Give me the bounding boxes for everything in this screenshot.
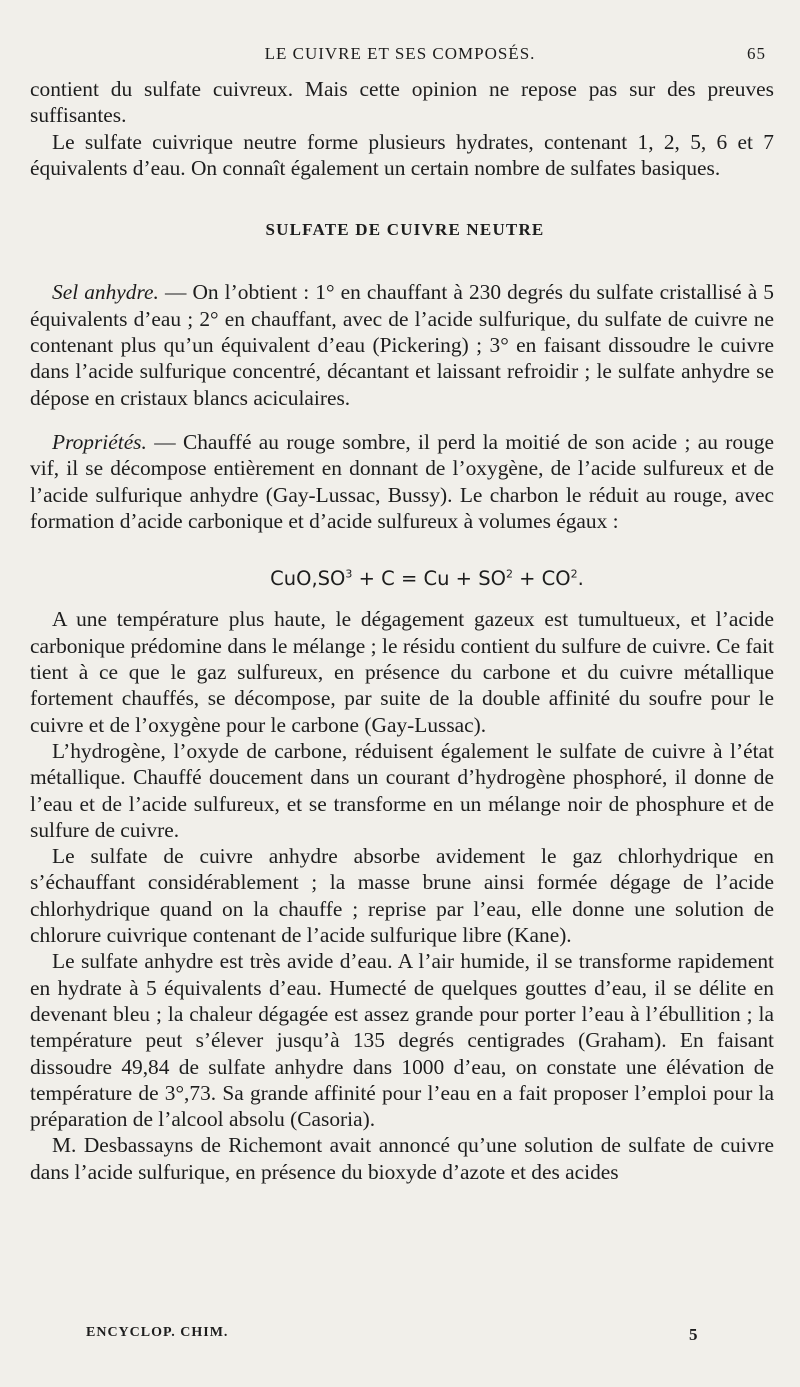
paragraph-hydrogene: L’hydrogène, l’oxyde de carbone, réduisent également le sulfate de cuivre à l’état métallique. Chauffé doucement dans un courant d’hydrogène phosphoré, il donne de l’eau et de l’acide sulfureux, et se transforme en un mélange noir de phosphure et de sulfure de cuivre.: [30, 738, 774, 842]
paragraph-lead: Propriétés.: [52, 429, 147, 454]
formula-part: CuO,SO: [270, 567, 346, 591]
formula-subscript: 3: [345, 567, 353, 581]
paragraph-continuation: contient du sulfate cuivreux. Mais cette opinion ne repose pas sur des preuves suffisantes.: [30, 77, 774, 128]
paragraph-hydrates: Le sulfate cuivrique neutre forme plusieurs hydrates, contenant 1, 2, 5, 6 et 7 équivalents d’eau. On connaît également un certain nombre de sulfates basiques.: [30, 129, 774, 180]
formula-subscript: 2: [570, 567, 578, 581]
paragraph-text: — Chauffé au rouge sombre, il perd la moitié de son acide ; au rouge vif, il se décompose entièrement en donnant de l’oxygène, de l’acide sulfureux et de l’acide sulfurique anhydre (Gay-Lussac, Bussy). Le charbon le réduit au rouge, avec formation d’acide carbonique et d’acide sulfureux à volumes égaux :: [30, 429, 774, 533]
paragraph-sel-anhydre: [30, 279, 774, 410]
formula-part: .: [577, 567, 584, 591]
sheet-mark: 5: [689, 1325, 699, 1344]
page-number: 65: [747, 44, 766, 63]
paragraph-text: — On l’obtient : 1° en chauffant à 230 degrés du sulfate cristallisé à 5 équivalents d’eau ; 2° en chauffant, avec de l’acide sulfurique, du sulfate de cuivre ne contenant plus qu’un équivalent d’eau (Pickering) ; 3° en faisant dissoudre le cuivre dans l’acide sulfurique concentré, décantant et laissant refroidir ; le sulfate anhydre se dépose en cristaux blancs aciculaires.: [30, 280, 774, 410]
paragraph-desbassayns: M. Desbassayns de Richemont avait annoncé qu’une solution de sulfate de cuivre dans l’acide sulfurique, en présence du bioxyde d’azote et des acides: [30, 1133, 774, 1184]
formula-part: + C = Cu + SO: [352, 567, 506, 591]
chemical-equation: [30, 566, 774, 592]
running-head: [0, 44, 800, 68]
paragraph-lead: Sel anhydre.: [52, 280, 159, 305]
body-text: [30, 76, 774, 1185]
paragraph-chlorhydrique: Le sulfate de cuivre anhydre absorbe avidement le gaz chlorhydrique en s’échauffant considérablement ; la masse brune ainsi formée dégage de l’acide chlorhydrique quand on la chauffe ; reprise par l’eau, elle donne une solution de chlorure cuivrique contenant de l’acide sulfurique libre (Kane).: [30, 844, 774, 948]
running-title: LE CUIVRE ET SES COMPOSÉS.: [264, 44, 536, 63]
section-title: SULFATE DE CUIVRE NEUTRE: [265, 220, 545, 240]
paragraph-temperature: A une température plus haute, le dégagement gazeux est tumultueux, et l’acide carbonique prédomine dans le mélange ; le résidu contient du sulfure de cuivre. Ce fait tient à ce que le gaz sulfureux, en présence du carbone et du cuivre métallique fortement chauffés, se décompose, par suite de la double affinité du soufre pour le cuivre et de l’oxygène pour le carbone (Gay-Lussac).: [30, 607, 774, 737]
formula-part: + CO: [512, 567, 571, 591]
paragraph-avide-eau: Le sulfate anhydre est très avide d’eau. A l’air humide, il se transforme rapidement en hydrate à 5 équivalents d’eau. Humecté de quelques gouttes d’eau, il se délite en devenant bleu ; la chaleur dégagée est assez grande pour porter l’eau à l’ébullition ; la température peut s’élever jusqu’à 135 degrés centigrades (Graham). En faisant dissoudre 49,84 de sulfate anhydre dans 1000 d’eau, on constate une élévation de température de 3°,73. Sa grande affinité pour l’eau en a fait proposer l’emploi pour la préparation de l’alcool absolu (Casoria).: [30, 949, 774, 1132]
formula-subscript: 2: [505, 567, 513, 581]
signature-line: ENCYCLOP. CHIM.: [86, 1325, 229, 1340]
paragraph-proprietes: [30, 429, 774, 534]
footer: [0, 1325, 800, 1349]
